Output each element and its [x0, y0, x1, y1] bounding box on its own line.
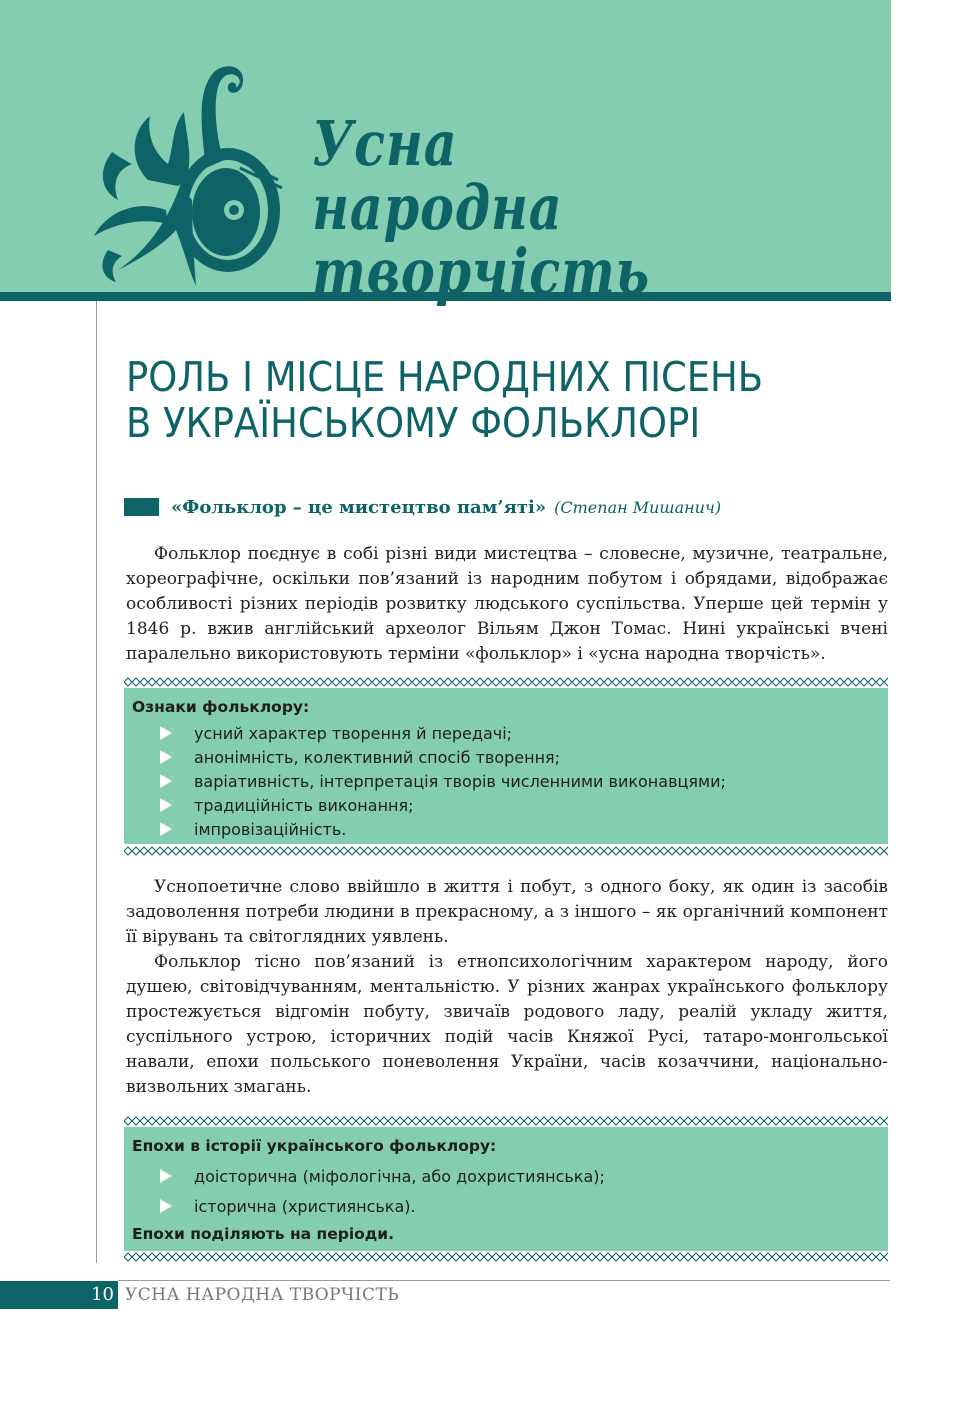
epigraph-quote: «Фольклор – це мистецтво пам’яті» [171, 496, 547, 518]
intro-paragraph: Фольклор поєднує в собі різні види мистецтва – словесне, музичне, театральне, хореографічне, оскільки пов’язаний із народним побутом і обрядами, відображає особливості різних періодів розвитку людського суспільства. Уперше цей термін у 1846 р. вжив англійський археолог Вільям Джон Томас. Нині українські вчені паралельно використовують терміни «фольклор» і «усна народна творчість». [126, 544, 888, 664]
zigzag-border-bottom [124, 846, 888, 856]
epochs-box [124, 1127, 888, 1251]
triangle-bullet-icon [160, 798, 172, 812]
epochs-list [160, 1161, 605, 1221]
features-box [124, 688, 888, 844]
triangle-bullet-icon [160, 774, 172, 788]
triangle-bullet-icon [160, 822, 172, 836]
triangle-bullet-icon [160, 726, 172, 740]
list-item: історична (християнська). [160, 1191, 605, 1221]
epigraph-marker [124, 498, 159, 516]
zigzag-border-bottom [124, 1252, 888, 1262]
bandura-flower-ornament [88, 60, 288, 290]
list-item: імпровізаційність. [160, 817, 726, 841]
triangle-bullet-icon [160, 1199, 172, 1213]
margin-rule [96, 301, 97, 1263]
running-title: УСНА НАРОДНА ТВОРЧІСТЬ [125, 1285, 400, 1305]
body-paragraph-block [126, 875, 888, 1100]
list-item: традиційність виконання; [160, 793, 726, 817]
body-paragraph-2: Уснопоетичне слово ввійшло в життя і побут, з одного боку, як один із засобів задоволення потреби людини в прекрасному, а з іншого – як органічний компонент її вірувань та світоглядних уявлень. [126, 877, 888, 947]
zigzag-border-top [124, 1116, 888, 1126]
chapter-title [312, 107, 846, 308]
section-heading [126, 354, 810, 446]
chapter-title-line1: Усна [312, 107, 458, 180]
list-item: доісторична (міфологічна, або дохристиянська); [160, 1161, 605, 1191]
chapter-title-line2: народна творчість [312, 171, 650, 308]
features-list [160, 721, 726, 841]
epochs-box-title: Епохи в історії українського фольклору: [132, 1137, 497, 1155]
epigraph-author: (Степан Мишанич) [554, 497, 722, 517]
triangle-bullet-icon [160, 750, 172, 764]
intro-paragraph-block [126, 542, 888, 667]
list-item: анонімність, колективний спосіб творення; [160, 745, 726, 769]
section-heading-line1: РОЛЬ І МІСЦЕ НАРОДНИХ ПІСЕНЬ [126, 353, 764, 401]
zigzag-border-top [124, 677, 888, 687]
epigraph [124, 494, 721, 520]
body-paragraph-3: Фольклор тісно пов’язаний із етнопсихологічним характером народу, його душею, світовідчуванням, ментальністю. У різних жанрах українського фольклору простежується відгомін побуту, звичаїв родового ладу, реалій укладу життя, суспільного устрою, історичних подій часів Княжої Русі, татаро-монгольської навали, епохи польського поневолення України, часів козаччини, національно-визвольних змагань. [126, 952, 888, 1097]
list-item: варіативність, інтерпретація творів численними виконавцями; [160, 769, 726, 793]
epochs-box-note: Епохи поділяють на періоди. [132, 1225, 395, 1243]
triangle-bullet-icon [160, 1169, 172, 1183]
page-number: 10 [0, 1281, 118, 1309]
features-box-title: Ознаки фольклору: [132, 698, 310, 716]
list-item: усний характер творення й передачі; [160, 721, 726, 745]
section-heading-line2: В УКРАЇНСЬКОМУ ФОЛЬКЛОРІ [126, 399, 701, 447]
